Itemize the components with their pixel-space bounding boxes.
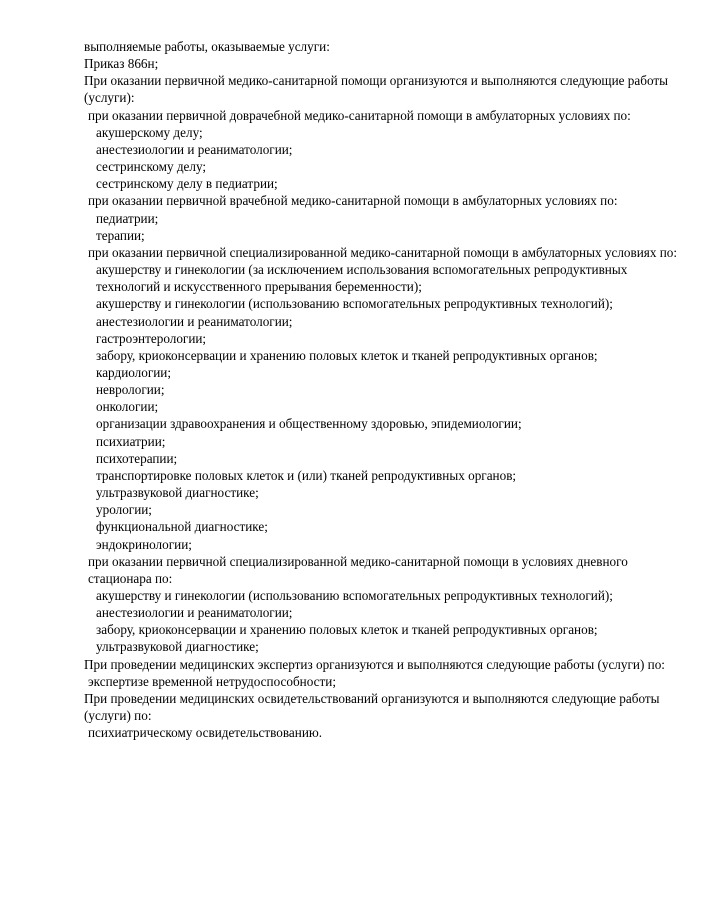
section-examination [84, 690, 684, 741]
list-item: анестезиологии и реаниматологии; [96, 141, 293, 157]
intro-paragraph: При оказании первичной медико-санитарной помощи организуются и выполняются следующие работы (услуги): [84, 73, 668, 106]
section-title: при оказании первичной специализированной медико-санитарной помощи в амбулаторных условиях по: [88, 244, 678, 260]
list-item: организации здравоохранения и общественному здоровью, эпидемиологии; [96, 416, 522, 432]
list-item: педиатрии; [96, 210, 159, 226]
section-items [84, 210, 684, 244]
list-item: забору, криоконсервации и хранению половых клеток и тканей репродуктивных органов; [96, 347, 598, 363]
list-item: кардиологии; [96, 364, 172, 380]
section-title: при оказании первичной врачебной медико-санитарной помощи в амбулаторных условиях по: [88, 193, 618, 209]
list-item: неврологии; [96, 382, 165, 398]
list-item: терапии; [96, 227, 145, 243]
section-spec-day [84, 553, 684, 656]
list-item: акушерству и гинекологии (использованию вспомогательных репродуктивных технологий); [96, 588, 613, 603]
section-spec-amb [84, 244, 684, 553]
list-item: анестезиологии и реаниматологии; [96, 605, 293, 621]
header-line: выполняемые работы, оказываемые услуги: [84, 39, 330, 54]
list-item: психотерапии; [96, 450, 178, 466]
list-item: урологии; [96, 502, 152, 518]
section-vrach [84, 192, 684, 243]
section-items [84, 673, 684, 690]
list-item: гастроэнтерологии; [96, 330, 207, 346]
list-item: забору, криоконсервации и хранению половых клеток и тканей репродуктивных органов; [96, 622, 598, 638]
list-item: сестринскому делу в педиатрии; [96, 176, 278, 192]
document-body [84, 38, 684, 741]
list-item: акушерскому делу; [96, 124, 203, 140]
section-items [84, 124, 684, 193]
list-item: функциональной диагностике; [96, 519, 268, 535]
list-item: акушерству и гинекологии (за исключением использования вспомогательных репродуктивных технологий и искусственного прерывания беременности); [96, 262, 628, 295]
list-item: психиатрическому освидетельствованию. [88, 725, 323, 741]
order-label: Приказ 866н; [84, 56, 159, 72]
section-intro: При проведении медицинских экспертиз организуются и выполняются следующие работы (услуги) по: [84, 656, 665, 672]
section-expertise [84, 656, 684, 690]
list-item: анестезиологии и реаниматологии; [96, 313, 293, 329]
list-item: акушерству и гинекологии (использованию вспомогательных репродуктивных технологий); [96, 296, 613, 312]
section-items [84, 724, 684, 741]
section-items [84, 587, 684, 656]
section-prevrach [84, 107, 684, 193]
list-item: экспертизе временной нетрудоспособности; [88, 673, 336, 689]
section-items [84, 261, 684, 553]
list-item: сестринскому делу; [96, 159, 207, 175]
list-item: психиатрии; [96, 433, 166, 449]
list-item: транспортировке половых клеток и (или) тканей репродуктивных органов; [96, 467, 517, 483]
list-item: онкологии; [96, 399, 159, 415]
section-title: при оказании первичной специализированной медико-санитарной помощи в условиях дневного стационара по: [88, 553, 628, 586]
list-item: ультразвуковой диагностике; [96, 639, 259, 655]
list-item: эндокринологии; [96, 536, 192, 552]
section-title: при оказании первичной доврачебной медико-санитарной помощи в амбулаторных условиях по: [88, 107, 631, 123]
list-item: ультразвуковой диагностике; [96, 485, 259, 501]
section-intro: При проведении медицинских освидетельствований организуются и выполняются следующие работы (услуги) по: [84, 690, 660, 724]
